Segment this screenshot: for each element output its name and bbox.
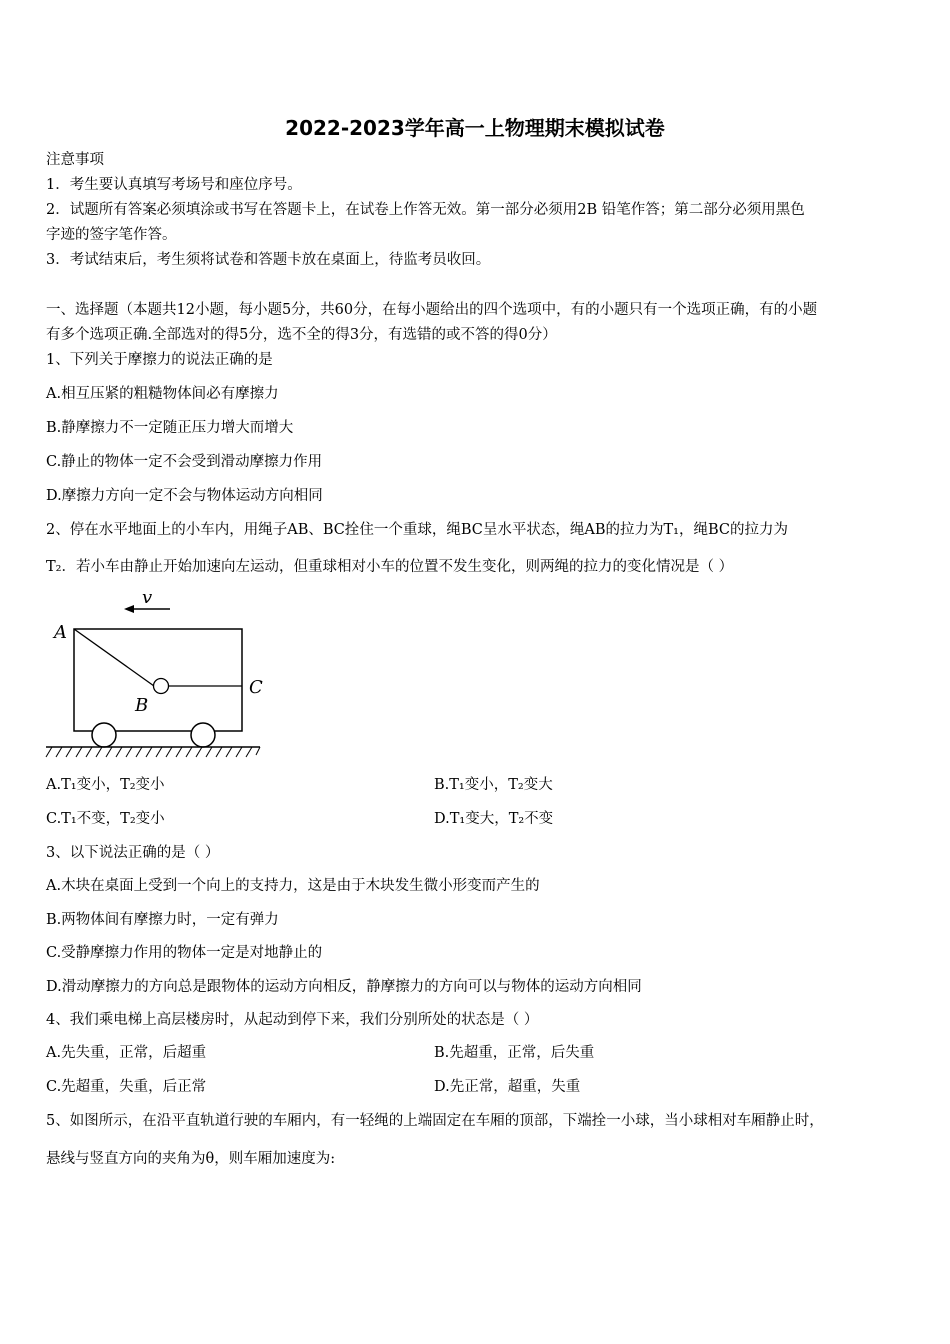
question-1-option-a: A.相互压紧的粗糙物体间必有摩擦力: [46, 386, 279, 402]
question-2-option-d: D.T₁变大，T₂不变: [434, 811, 554, 827]
cart-diagram: [44, 585, 269, 760]
notice-item: 1．考生要认真填写考场号和座位序号。: [46, 177, 302, 193]
section-instructions: 一、选择题（本题共12小题，每小题5分，共60分，在每小题给出的四个选项中，有的小题只有一个选项正确，有的小题: [46, 302, 818, 318]
point-b-label: B: [135, 695, 149, 716]
question-3-stem: 3、以下说法正确的是（ ）: [46, 845, 220, 861]
point-a-label: A: [54, 622, 67, 643]
question-1-option-c: C.静止的物体一定不会受到滑动摩擦力作用: [46, 454, 323, 470]
question-3-option-a: A.木块在桌面上受到一个向上的支持力，这是由于木块发生微小形变而产生的: [46, 878, 540, 894]
question-5-stem: 5、如图所示，在沿平直轨道行驶的车厢内，有一轻绳的上端固定在车厢的顶部，下端拴一小球，当小球相对车厢静止时，: [46, 1113, 824, 1129]
question-2-option-c: C.T₁不变，T₂变小: [46, 811, 165, 827]
question-3-option-d: D.滑动摩擦力的方向总是跟物体的运动方向相反，静摩擦力的方向可以与物体的运动方向相同: [46, 979, 642, 995]
question-2-stem: 2、停在水平地面上的小车内，用绳子AB、BC拴住一个重球，绳BC呈水平状态，绳AB的拉力为T₁，绳BC的拉力为: [46, 522, 789, 538]
page-title: 2022-2023学年高一上物理期末模拟试卷: [285, 116, 665, 140]
question-4-option-a: A.先失重，正常，后超重: [46, 1045, 207, 1061]
question-4-option-b: B.先超重，正常，后失重: [434, 1045, 595, 1061]
velocity-label: v: [142, 587, 153, 608]
question-4-option-d: D.先正常，超重，失重: [434, 1079, 581, 1095]
question-4-stem: 4、我们乘电梯上高层楼房时，从起动到停下来，我们分别所处的状态是（ ）: [46, 1012, 539, 1028]
question-2-stem: T₂．若小车由静止开始加速向左运动，但重球相对小车的位置不发生变化，则两绳的拉力的变化情况是（ ）: [46, 559, 734, 575]
question-3-option-b: B.两物体间有摩擦力时，一定有弹力: [46, 912, 279, 928]
notice-item: 2．试题所有答案必须填涂或书写在答题卡上，在试卷上作答无效。第一部分必须用2B 铅笔作答；第二部分必须用黑色: [46, 202, 805, 218]
point-c-label: C: [249, 677, 263, 698]
question-1-stem: 1、下列关于摩擦力的说法正确的是: [46, 352, 273, 368]
question-1-option-b: B.静摩擦力不一定随正压力增大而增大: [46, 420, 294, 436]
question-2-option-a: A.T₁变小，T₂变小: [46, 777, 165, 793]
notice-item: 3．考试结束后，考生须将试卷和答题卡放在桌面上，待监考员收回。: [46, 252, 491, 268]
section-instructions: 有多个选项正确.全部选对的得5分，选不全的得3分，有选错的或不答的得0分）: [46, 327, 557, 343]
question-3-option-c: C.受静摩擦力作用的物体一定是对地静止的: [46, 945, 323, 961]
notice-item: 字迹的签字笔作答。: [46, 227, 177, 243]
question-2-option-b: B.T₁变小，T₂变大: [434, 777, 553, 793]
notice-heading: 注意事项: [46, 152, 104, 168]
question-4-option-c: C.先超重，失重，后正常: [46, 1079, 207, 1095]
question-5-stem: 悬线与竖直方向的夹角为θ，则车厢加速度为:: [46, 1151, 336, 1167]
question-1-option-d: D.摩擦力方向一定不会与物体运动方向相同: [46, 488, 323, 504]
